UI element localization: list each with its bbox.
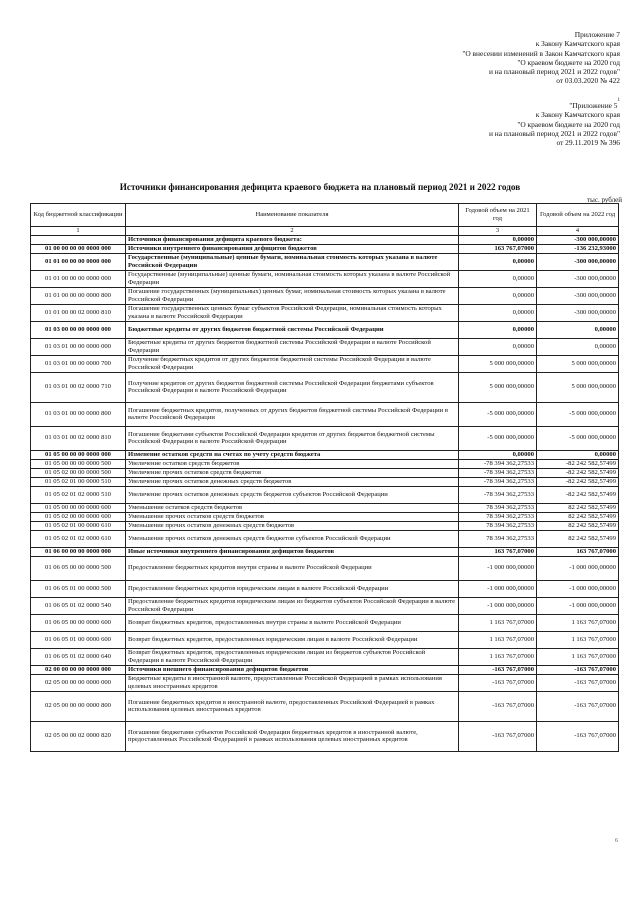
row-code-cell: 02 05 00 00 00 0000 000 xyxy=(31,674,126,691)
row-name-cell: Увеличение остатков средств бюджетов xyxy=(126,459,459,468)
row-name-cell: Возврат бюджетных кредитов, предоставленных внутри страны в валюте Российской Федерации xyxy=(126,614,459,631)
row-name-cell: Бюджетные кредиты в иностранной валюте, предоставленные Российской Федерацией в рамках использования целевых иностранных кредитов xyxy=(126,674,459,691)
row-code-cell: 01 03 01 00 02 0000 810 xyxy=(31,426,126,450)
column-numbers-row xyxy=(31,227,619,236)
table-row xyxy=(31,338,619,355)
row-value-2022-cell: 0,00000 xyxy=(537,450,619,459)
row-value-2021-cell: 0,00000 xyxy=(459,287,537,304)
row-code-cell: 01 05 02 01 02 0000 610 xyxy=(31,530,126,547)
row-code-cell xyxy=(31,235,126,244)
row-value-2022-cell: 82 242 582,57499 xyxy=(537,503,619,512)
header-top-line: Приложение 7 xyxy=(574,30,620,39)
row-name-cell: Иные источники внутреннего финансирования дефицитов бюджетов xyxy=(126,547,459,556)
row-value-2021-cell: -5 000 000,00000 xyxy=(459,426,537,450)
appendix-header-top xyxy=(462,30,620,86)
row-value-2022-cell: 0,00000 xyxy=(537,321,619,338)
row-value-2022-cell: -163 767,07000 xyxy=(537,674,619,691)
row-value-2021-cell: 0,00000 xyxy=(459,235,537,244)
row-value-2021-cell: -1 000 000,00000 xyxy=(459,597,537,614)
row-value-2022-cell: -82 242 582,57499 xyxy=(537,486,619,503)
header-second-line: "О краевом бюджете на 2020 год xyxy=(517,119,620,129)
row-name-cell: Получение кредитов от других бюджетов бюджетной системы Российской Федерации бюджетами субъектов Российской Федерации в валюте Российской Федерации xyxy=(126,372,459,402)
row-value-2021-cell: 78 394 362,27533 xyxy=(459,503,537,512)
row-name-cell: Погашение бюджетных кредитов, полученных от других бюджетов бюджетной системы Российской Федерации в валюте Российской Федерации xyxy=(126,402,459,426)
table-row xyxy=(31,486,619,503)
table-row xyxy=(31,691,619,721)
row-name-cell: Уменьшение прочих остатков средств бюджетов xyxy=(126,512,459,521)
row-value-2022-cell: -163 767,07000 xyxy=(537,691,619,721)
column-number: 1 xyxy=(31,227,126,236)
table-row xyxy=(31,648,619,665)
row-value-2021-cell: -1 000 000,00000 xyxy=(459,556,537,580)
header-top-line: "О краевом бюджете на 2020 год xyxy=(517,57,620,67)
row-code-cell: 01 06 05 00 00 0000 500 xyxy=(31,556,126,580)
row-code-cell: 01 06 05 00 00 0000 600 xyxy=(31,614,126,631)
table-row xyxy=(31,372,619,402)
row-code-cell: 01 03 01 00 00 0000 700 xyxy=(31,355,126,372)
units-label: тыс. рублей xyxy=(587,196,622,204)
row-value-2022-cell: -300 000,00000 xyxy=(537,270,619,287)
row-code-cell: 01 06 05 01 02 0000 540 xyxy=(31,597,126,614)
row-code-cell: 01 06 05 01 00 0000 600 xyxy=(31,631,126,648)
table-row xyxy=(31,459,619,468)
row-name-cell: Государственные (муниципальные) ценные бумаги, номинальная стоимость которых указана в валюте Российской Федерации xyxy=(126,270,459,287)
document-title: Источники финансирования дефицита краевого бюджета на плановый период 2021 и 2022 годов xyxy=(119,182,521,192)
row-value-2021-cell: -163 767,07000 xyxy=(459,721,537,751)
row-code-cell: 02 05 00 00 00 0000 800 xyxy=(31,691,126,721)
row-name-cell: Получение бюджетных кредитов от других бюджетов бюджетной системы Российской Федерации в валюте Российской Федерации xyxy=(126,355,459,372)
row-name-cell: Увеличение прочих остатков денежных средств бюджетов xyxy=(126,477,459,486)
row-code-cell: 01 01 00 00 00 0000 800 xyxy=(31,287,126,304)
table-row xyxy=(31,450,619,459)
table-row xyxy=(31,468,619,477)
row-value-2022-cell: 82 242 582,57499 xyxy=(537,521,619,530)
row-name-cell: Предоставление бюджетных кредитов внутри страны в валюте Российской Федерации xyxy=(126,556,459,580)
row-code-cell: 01 05 02 01 00 0000 610 xyxy=(31,521,126,530)
column-header-name: Наименование показателя xyxy=(126,204,459,227)
table-body xyxy=(31,235,619,751)
table-row xyxy=(31,674,619,691)
row-code-cell: 01 06 05 01 02 0000 640 xyxy=(31,648,126,665)
row-name-cell: Уменьшение остатков средств бюджетов xyxy=(126,503,459,512)
row-name-cell: Уменьшение прочих остатков денежных средств бюджетов субъектов Российской Федерации xyxy=(126,530,459,547)
row-value-2022-cell: -1 000 000,00000 xyxy=(537,580,619,597)
table-row xyxy=(31,503,619,512)
row-value-2022-cell: -300 000,00000 xyxy=(537,253,619,270)
table-row xyxy=(31,556,619,580)
row-value-2022-cell: -136 232,93000 xyxy=(537,244,619,253)
table-row xyxy=(31,304,619,321)
table-row xyxy=(31,614,619,631)
table-row xyxy=(31,477,619,486)
row-name-cell: Уменьшение прочих остатков денежных средств бюджетов xyxy=(126,521,459,530)
page-mark: 6 xyxy=(615,838,618,844)
row-name-cell: Бюджетные кредиты от других бюджетов бюджетной системы Российской Федерации в валюте Российской Федерации xyxy=(126,338,459,355)
row-value-2021-cell: 1 163 767,07000 xyxy=(459,631,537,648)
column-header-2021: Годовой объем на 2021 год xyxy=(459,204,537,227)
row-code-cell: 01 01 00 00 00 0000 000 xyxy=(31,253,126,270)
row-name-cell: Погашение бюджетных кредитов в иностранной валюте, предоставленных Российской Федерацией в рамках использования целевых иностранных кредитов xyxy=(126,691,459,721)
table-row xyxy=(31,665,619,674)
row-name-cell: Погашение бюджетами субъектов Российской Федерации кредитов от других бюджетов бюджетной системы Российской Федерации в валюте Российской Федерации xyxy=(126,426,459,450)
row-value-2022-cell: -82 242 582,57499 xyxy=(537,468,619,477)
row-code-cell: 01 05 02 01 00 0000 510 xyxy=(31,477,126,486)
row-code-cell: 01 03 01 00 00 0000 800 xyxy=(31,402,126,426)
row-name-cell: Возврат бюджетных кредитов, предоставленных юридическим лицам в валюте Российской Федерации xyxy=(126,631,459,648)
row-value-2021-cell: -78 394 362,27533 xyxy=(459,468,537,477)
row-value-2022-cell: -1 000 000,00000 xyxy=(537,556,619,580)
row-value-2021-cell: 0,00000 xyxy=(459,270,537,287)
row-value-2022-cell: 5 000 000,00000 xyxy=(537,355,619,372)
header-second-line: от 29.11.2019 № 396 xyxy=(556,138,620,148)
table-row xyxy=(31,512,619,521)
table-row xyxy=(31,521,619,530)
row-code-cell: 01 05 00 00 00 0000 600 xyxy=(31,503,126,512)
row-name-cell: Предоставление бюджетных кредитов юридическим лицам в валюте Российской Федерации xyxy=(126,580,459,597)
table-row xyxy=(31,631,619,648)
row-value-2021-cell: 0,00000 xyxy=(459,321,537,338)
table-row xyxy=(31,235,619,244)
row-name-cell: Изменение остатков средств на счетах по учету средств бюджета xyxy=(126,450,459,459)
row-value-2021-cell: -78 394 362,27533 xyxy=(459,459,537,468)
row-value-2021-cell: 78 394 362,27533 xyxy=(459,530,537,547)
row-value-2021-cell: 163 767,07000 xyxy=(459,547,537,556)
budget-sources-table xyxy=(30,203,619,752)
row-code-cell: 01 00 00 00 00 0000 000 xyxy=(31,244,126,253)
row-name-cell: Увеличение прочих остатков денежных средств бюджетов субъектов Российской Федерации xyxy=(126,486,459,503)
row-code-cell: 01 01 00 00 02 0000 810 xyxy=(31,304,126,321)
header-top-line: "О внесении изменений в Закон Камчатского края xyxy=(462,48,620,58)
row-value-2022-cell: -82 242 582,57499 xyxy=(537,477,619,486)
row-value-2021-cell: 1 163 767,07000 xyxy=(459,614,537,631)
row-value-2022-cell: 5 000 000,00000 xyxy=(537,372,619,402)
header-top-line: и на плановый период 2021 и 2022 годов" xyxy=(488,67,620,77)
header-second-line: к Закону Камчатского края xyxy=(535,110,620,120)
table-row xyxy=(31,402,619,426)
table-row xyxy=(31,321,619,338)
row-name-cell: Предоставление бюджетных кредитов юридическим лицам из бюджетов субъектов Российской Федерации в валюте Российской Федерации xyxy=(126,597,459,614)
column-number: 4 xyxy=(537,227,619,236)
row-name-cell: Источники финансирования дефицита краевого бюджета: xyxy=(126,235,459,244)
row-value-2022-cell: 1 163 767,07000 xyxy=(537,614,619,631)
row-code-cell: 01 06 00 00 00 0000 000 xyxy=(31,547,126,556)
row-value-2022-cell: 1 163 767,07000 xyxy=(537,631,619,648)
row-value-2022-cell: 82 242 582,57499 xyxy=(537,512,619,521)
row-code-cell: 02 00 00 00 00 0000 000 xyxy=(31,665,126,674)
row-name-cell: Погашение государственных (муниципальных) ценных бумаг, номинальная стоимость которых указана в валюте Российской Федерации xyxy=(126,287,459,304)
header-top-line: к Закону Камчатского края xyxy=(535,39,620,49)
table-row xyxy=(31,253,619,270)
row-value-2021-cell: 1 163 767,07000 xyxy=(459,648,537,665)
row-value-2022-cell: -163 767,07000 xyxy=(537,665,619,674)
row-code-cell: 02 05 00 00 02 0000 820 xyxy=(31,721,126,751)
row-value-2022-cell: 0,00000 xyxy=(537,338,619,355)
row-value-2021-cell: 78 394 362,27533 xyxy=(459,512,537,521)
row-code-cell: 01 06 05 01 00 0000 500 xyxy=(31,580,126,597)
table-row xyxy=(31,547,619,556)
row-code-cell: 01 03 00 00 00 0000 000 xyxy=(31,321,126,338)
row-name-cell: Погашение бюджетами субъектов Российской Федерации бюджетных кредитов в иностранной валюте, предоставленных Российской Федерацией в рамках использования целевых иностранных кредитов xyxy=(126,721,459,751)
header-top-line: от 03.03.2020 № 422 xyxy=(556,76,620,86)
appendix-header-second xyxy=(488,98,620,148)
row-value-2022-cell: -5 000 000,00000 xyxy=(537,426,619,450)
row-value-2022-cell: -300 000,00000 xyxy=(537,235,619,244)
appendix-5-1-line: "Приложение $5^1$ xyxy=(569,98,620,110)
row-value-2022-cell: 163 767,07000 xyxy=(537,547,619,556)
table-row xyxy=(31,530,619,547)
row-code-cell: 01 01 00 00 00 0000 000 xyxy=(31,270,126,287)
row-value-2022-cell: -300 000,00000 xyxy=(537,304,619,321)
column-number: 3 xyxy=(459,227,537,236)
row-name-cell: Источники внешнего финансирования дефицитов бюджетов xyxy=(126,665,459,674)
row-code-cell: 01 05 02 00 00 0000 600 xyxy=(31,512,126,521)
row-value-2021-cell: 0,00000 xyxy=(459,338,537,355)
row-value-2022-cell: 82 242 582,57499 xyxy=(537,530,619,547)
row-value-2021-cell: 5 000 000,00000 xyxy=(459,372,537,402)
row-value-2021-cell: 5 000 000,00000 xyxy=(459,355,537,372)
row-value-2022-cell: -1 000 000,00000 xyxy=(537,597,619,614)
row-value-2022-cell: -300 000,00000 xyxy=(537,287,619,304)
row-code-cell: 01 05 02 01 02 0000 510 xyxy=(31,486,126,503)
row-code-cell: 01 03 01 00 00 0000 000 xyxy=(31,338,126,355)
header-second-line: и на плановый период 2021 и 2022 годов" xyxy=(488,128,620,138)
table-row xyxy=(31,597,619,614)
table-row xyxy=(31,287,619,304)
row-value-2021-cell: -78 394 362,27533 xyxy=(459,477,537,486)
row-value-2021-cell: 0,00000 xyxy=(459,304,537,321)
column-number: 2 xyxy=(126,227,459,236)
row-value-2021-cell: 78 394 362,27533 xyxy=(459,521,537,530)
table-row xyxy=(31,244,619,253)
row-name-cell: Увеличение прочих остатков средств бюджетов xyxy=(126,468,459,477)
table-header-row xyxy=(31,204,619,227)
table-row xyxy=(31,580,619,597)
row-name-cell: Бюджетные кредиты от других бюджетов бюджетной системы Российской Федерации xyxy=(126,321,459,338)
row-value-2022-cell: -82 242 582,57499 xyxy=(537,459,619,468)
row-name-cell: Государственные (муниципальные) ценные бумаги, номинальная стоимость которых указана в валюте Российской Федерации xyxy=(126,253,459,270)
row-value-2021-cell: -163 767,07000 xyxy=(459,691,537,721)
table-row xyxy=(31,426,619,450)
table-row xyxy=(31,721,619,751)
row-name-cell: Погашение государственных ценных бумаг субъектов Российской Федерации, номинальная стоимость которых указана в валюте Российской Федерации xyxy=(126,304,459,321)
row-code-cell: 01 05 02 00 00 0000 500 xyxy=(31,468,126,477)
row-value-2021-cell: 163 767,07000 xyxy=(459,244,537,253)
row-value-2022-cell: 1 163 767,07000 xyxy=(537,648,619,665)
row-value-2022-cell: -5 000 000,00000 xyxy=(537,402,619,426)
row-name-cell: Возврат бюджетных кредитов, предоставленных юридическим лицам из бюджетов субъектов Российской Федерации в валюте Российской Федерации xyxy=(126,648,459,665)
row-name-cell: Источники внутреннего финансирования дефицитов бюджетов xyxy=(126,244,459,253)
row-value-2021-cell: -5 000 000,00000 xyxy=(459,402,537,426)
row-value-2021-cell: -163 767,07000 xyxy=(459,665,537,674)
row-code-cell: 01 05 00 00 00 0000 500 xyxy=(31,459,126,468)
row-code-cell: 01 03 01 00 02 0000 710 xyxy=(31,372,126,402)
row-value-2021-cell: 0,00000 xyxy=(459,450,537,459)
row-value-2021-cell: -78 394 362,27533 xyxy=(459,486,537,503)
column-header-code: Код бюджетной классификации xyxy=(31,204,126,227)
column-header-2022: Годовой объем на 2022 год xyxy=(537,204,619,227)
row-value-2021-cell: -163 767,07000 xyxy=(459,674,537,691)
table-row xyxy=(31,270,619,287)
table-row xyxy=(31,355,619,372)
row-value-2021-cell: 0,00000 xyxy=(459,253,537,270)
row-value-2022-cell: -163 767,07000 xyxy=(537,721,619,751)
row-code-cell: 01 05 00 00 00 0000 000 xyxy=(31,450,126,459)
row-value-2021-cell: -1 000 000,00000 xyxy=(459,580,537,597)
